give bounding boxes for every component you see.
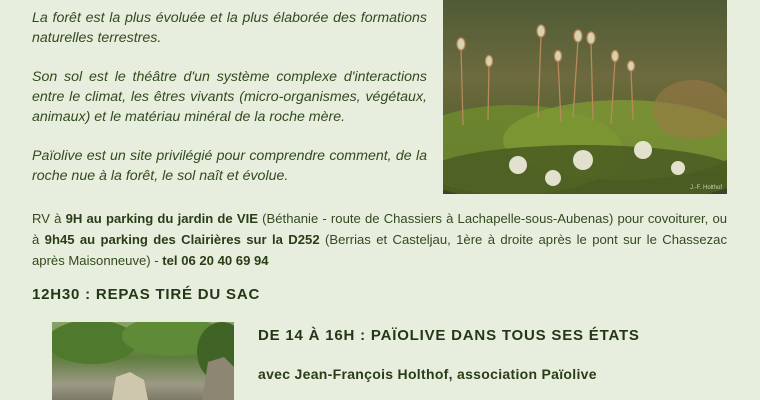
moss-illustration <box>443 0 727 194</box>
moss-photo <box>443 0 727 194</box>
intro-text <box>32 8 427 205</box>
rocks-illustration <box>52 322 234 400</box>
rv-meeting-point-2: 9h45 au parking des Clairières sur la D252 <box>44 232 320 247</box>
intro-paragraph-1: La forêt est la plus évoluée et la plus élaborée des formations naturelles terrestres. <box>32 10 427 46</box>
meeting-info <box>32 208 727 271</box>
rv-text-1: RV à <box>32 211 66 226</box>
rocks-photo <box>52 322 234 400</box>
rv-meeting-point-1: 9H au parking du jardin de VIE <box>65 211 258 226</box>
photo-credit: J.-F. Holthof <box>689 185 722 191</box>
lunch-heading: 12H30 : REPAS TIRÉ DU SAC <box>32 286 261 303</box>
intro-paragraph-2: Son sol est le théâtre d'un système complexe d'interactions entre le climat, les êtres vivants (micro-organismes, végétaux, animaux) et le matériau minéral de la roche mère. <box>32 69 427 125</box>
rv-text-3: (Berrias et Casteljau, 1ère à droite après le pont sur le Chassezac après Maisonneuve) - <box>32 232 728 268</box>
rv-phone: tel 06 20 40 69 94 <box>162 253 269 268</box>
intro-paragraph-3: Païolive est un site privilégié pour comprendre comment, de la roche nue à la forêt, le sol naît et évolue. <box>32 148 427 184</box>
afternoon-subtitle: avec Jean-François Holthof, association Païolive <box>258 366 597 382</box>
rv-text-2: (Béthanie - route de Chassiers à Lachapelle-sous-Aubenas) pour covoiturer, ou à <box>32 211 728 247</box>
afternoon-heading: DE 14 À 16H : PAÏOLIVE DANS TOUS SES ÉTATS <box>258 327 640 344</box>
